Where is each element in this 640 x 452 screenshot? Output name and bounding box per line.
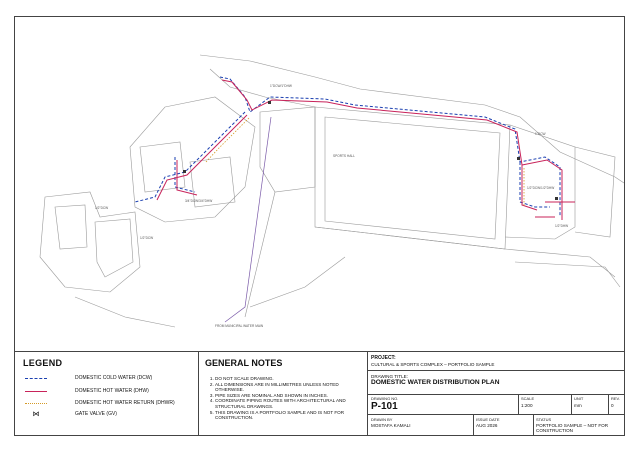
unit-value: mm: [574, 403, 582, 408]
main-supply-line: [225, 117, 271, 322]
status-value: PORTFOLIO SAMPLE – NOT FOR CONSTRUCTION: [536, 423, 609, 433]
svg-text:1/2"DCW: 1/2"DCW: [140, 236, 154, 240]
divider: [571, 394, 572, 414]
dhw-piping: [157, 80, 575, 220]
divider: [518, 394, 519, 414]
rev-label: REV.: [611, 396, 620, 401]
svg-text:1"DCW: 1"DCW: [535, 132, 546, 136]
scale-value: 1:200: [521, 403, 533, 408]
drawing-title-label: DRAWING TITLE:: [371, 374, 409, 379]
svg-text:1/2"DCW: 1/2"DCW: [95, 206, 109, 210]
title-block: [15, 351, 624, 436]
issue-date-value: AUG 2026: [476, 423, 498, 428]
project-info-panel: [368, 352, 624, 436]
floor-plan: [15, 17, 624, 351]
gate-valve-icon: ⋈: [32, 411, 40, 418]
legend-item-gate-valve: [25, 410, 117, 418]
divider: [368, 414, 624, 415]
legend-label: DOMESTIC HOT WATER RETURN (DHWR): [75, 400, 175, 406]
dhwr-line-swatch: [25, 403, 47, 404]
svg-text:SPORTS HALL: SPORTS HALL: [333, 154, 355, 158]
project-name: CULTURAL & SPORTS COMPLEX – PORTFOLIO SAMPLE: [371, 362, 495, 367]
dhwr-piping: [205, 118, 524, 207]
legend-item-dhw: [25, 387, 149, 395]
issue-date-label: ISSUE DATE: [476, 417, 500, 422]
legend-label: DOMESTIC COLD WATER (DCW): [75, 375, 153, 381]
note-item: 3. PIPE SIZES ARE NOMINAL AND SHOWN IN INCHES.: [215, 393, 365, 399]
legend-title: LEGEND: [23, 358, 63, 368]
legend-panel: [15, 352, 199, 436]
drawing-number: P-101: [371, 401, 398, 412]
divider: [368, 370, 624, 371]
gate-valve-marks: [183, 101, 558, 200]
legend-label: GATE VALVE (GV): [75, 411, 117, 417]
legend-item-dhwr: [25, 399, 175, 407]
scale-label: SCALE: [521, 396, 535, 401]
architectural-outline: [40, 55, 624, 327]
dhw-line-swatch: [25, 391, 47, 392]
unit-label: UNIT: [574, 396, 584, 401]
svg-text:3/4"DCW/3/4"DHW: 3/4"DCW/3/4"DHW: [185, 199, 213, 203]
dcw-piping: [135, 77, 560, 217]
svg-text:1/2"DCW/1/2"DHW: 1/2"DCW/1/2"DHW: [527, 186, 555, 190]
divider: [533, 414, 534, 436]
notes-title: GENERAL NOTES: [205, 358, 283, 368]
drawn-by-value: MOSTAFA KAMALI: [371, 423, 411, 428]
svg-text:1"DCW/1"DHW: 1"DCW/1"DHW: [270, 84, 292, 88]
note-item: 1. DO NOT SCALE DRAWING.: [215, 376, 365, 382]
note-item: 5. THIS DRAWING IS A PORTFOLIO SAMPLE AND IS NOT FOR CONSTRUCTION.: [215, 410, 365, 421]
svg-text:1/2"DHW: 1/2"DHW: [555, 224, 569, 228]
plan-annotations: [95, 84, 568, 328]
divider: [608, 394, 609, 414]
drawing-no-label: DRAWING NO.: [371, 396, 399, 401]
status-label: STATUS: [536, 417, 552, 422]
note-item: 2. ALL DIMENSIONS ARE IN MILLIMETRES UNLESS NOTED OTHERWISE.: [215, 382, 365, 393]
note-item: 4. COORDINATE PIPING ROUTES WITH ARCHITECTURAL AND STRUCTURAL DRAWINGS.: [215, 398, 365, 409]
divider: [473, 414, 474, 436]
drawing-title: DOMESTIC WATER DISTRIBUTION PLAN: [371, 379, 500, 386]
drawn-by-label: DRAWN BY: [371, 417, 393, 422]
rev-value: 0: [611, 403, 614, 408]
svg-text:FROM MUNICIPAL WATER MAIN: FROM MUNICIPAL WATER MAIN: [215, 324, 264, 328]
notes-list: [205, 376, 365, 421]
dcw-line-swatch: [25, 378, 47, 379]
divider: [368, 394, 624, 395]
general-notes-panel: [199, 352, 368, 436]
legend-label: DOMESTIC HOT WATER (DHW): [75, 388, 149, 394]
legend-item-dcw: [25, 374, 152, 382]
project-label: PROJECT:: [371, 355, 396, 361]
